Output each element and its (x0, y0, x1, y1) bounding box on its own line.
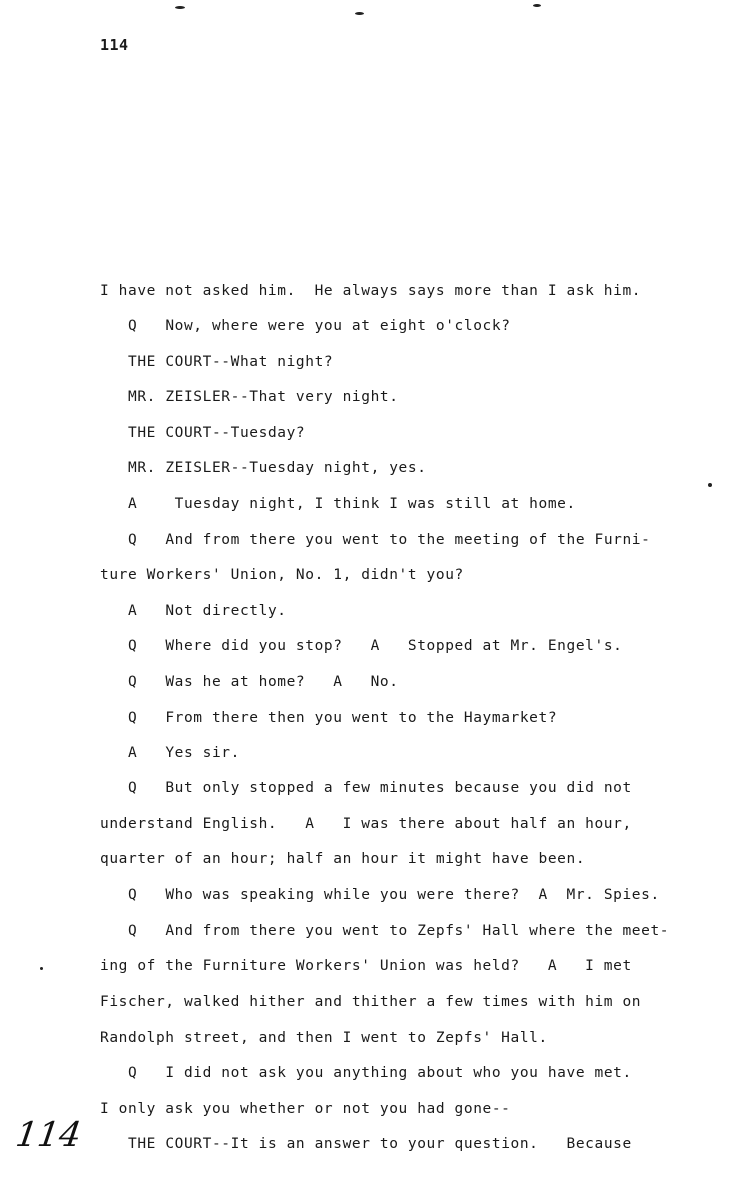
handwritten-page-number: 114 (13, 1115, 84, 1155)
transcript-line: THE COURT--What night? (128, 354, 334, 370)
transcript-line: Q And from there you went to the meeting of the Furni- (128, 532, 651, 548)
transcript-line: THE COURT--It is an answer to your question. Because (128, 1136, 632, 1152)
transcript-line: Q Was he at home? A No. (128, 674, 399, 690)
transcript-line: A Tuesday night, I think I was still at home. (128, 496, 576, 512)
transcript-line: MR. ZEISLER--Tuesday night, yes. (128, 460, 427, 476)
transcript-line: Q Now, where were you at eight o'clock? (128, 318, 511, 334)
scan-mark (533, 4, 541, 7)
transcript-line: I only ask you whether or not you had gone-- (100, 1101, 511, 1117)
transcript-line: Fischer, walked hither and thither a few times with him on (100, 994, 642, 1010)
transcript-line: Q Who was speaking while you were there? A Mr. Spies. (128, 887, 660, 903)
transcript-line: ing of the Furniture Workers' Union was held? A I met (100, 958, 632, 974)
transcript-line: THE COURT--Tuesday? (128, 425, 306, 441)
scan-mark (355, 12, 364, 15)
transcript-line: Randolph street, and then I went to Zepfs' Hall. (100, 1030, 548, 1046)
transcript-line: MR. ZEISLER--That very night. (128, 389, 399, 405)
transcript-line: A Not directly. (128, 603, 287, 619)
page-number: 114 (100, 36, 129, 54)
transcript-line: Q Where did you stop? A Stopped at Mr. Engel's. (128, 638, 623, 654)
transcript-line: Q From there then you went to the Haymarket? (128, 710, 558, 726)
transcript-line: I have not asked him. He always says more than I ask him. (100, 283, 642, 299)
transcript-line: understand English. A I was there about half an hour, (100, 816, 632, 832)
transcript-line: Q I did not ask you anything about who you have met. (128, 1065, 632, 1081)
transcript-line: Q And from there you went to Zepfs' Hall where the meet- (128, 923, 670, 939)
transcript-line: A Yes sir. (128, 745, 240, 761)
transcript-line: quarter of an hour; half an hour it might have been. (100, 851, 586, 867)
scan-mark (40, 967, 43, 970)
transcript-line: Q But only stopped a few minutes because you did not (128, 780, 632, 796)
transcript-line: ture Workers' Union, No. 1, didn't you? (100, 567, 464, 583)
scan-mark (175, 6, 185, 9)
scan-mark (708, 483, 712, 487)
